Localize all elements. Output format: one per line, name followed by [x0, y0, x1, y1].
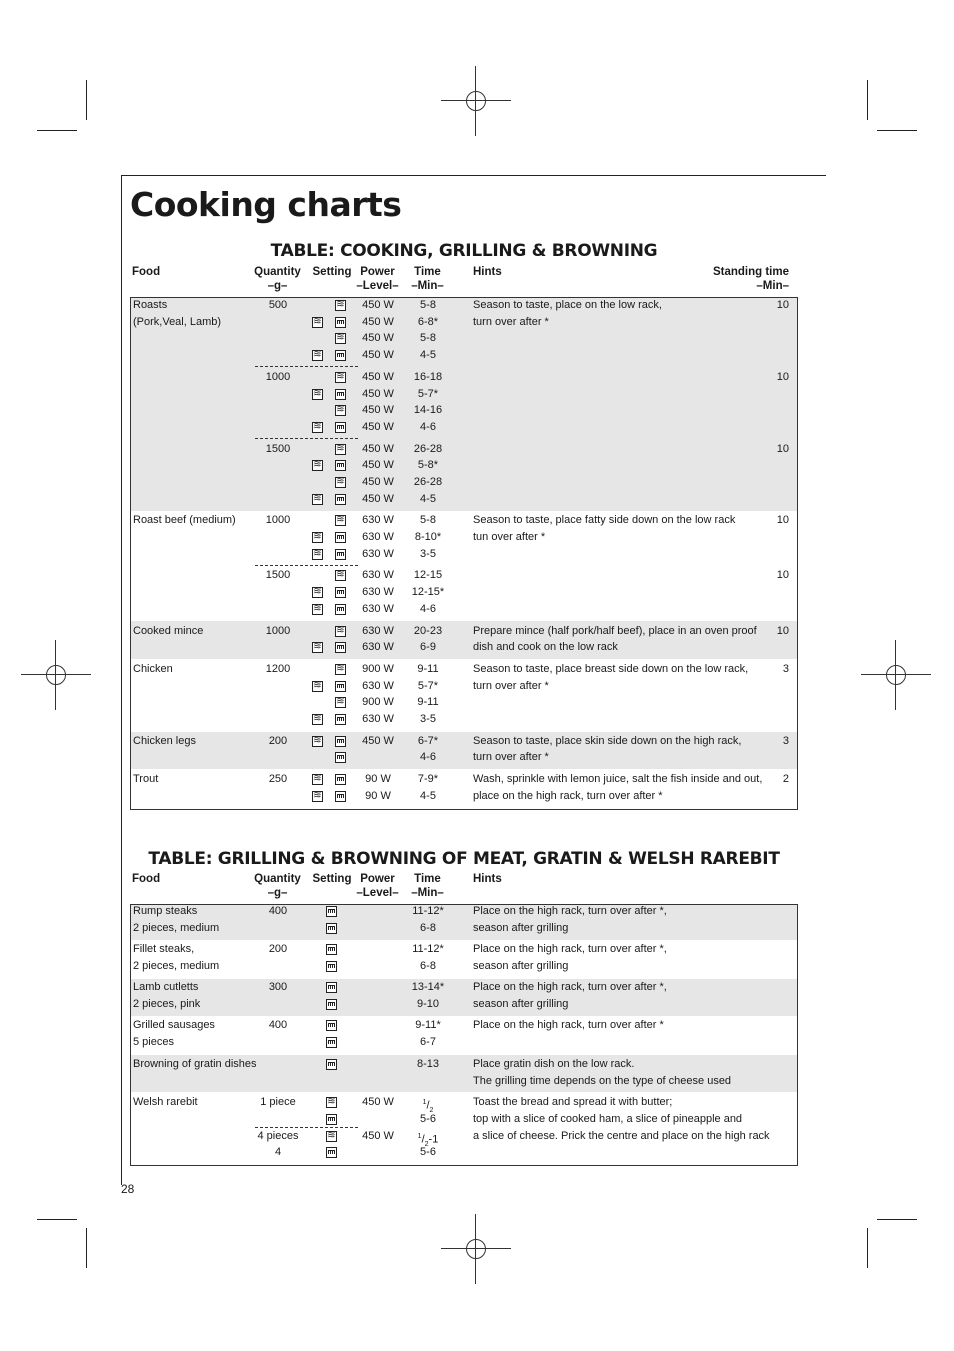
power-value: 90 W	[365, 790, 391, 802]
hint-text: place on the high rack, turn over after *	[473, 790, 663, 802]
table1-header-food: Food	[132, 266, 161, 278]
registration-mark-icon	[879, 658, 913, 692]
power-value: 450 W	[362, 421, 394, 433]
time-value: 8-10*	[414, 531, 442, 543]
table2-header-food: Food	[132, 873, 161, 885]
time-value: 4-6	[420, 751, 436, 763]
quantity-value: 400	[268, 1019, 288, 1031]
divider	[255, 366, 358, 367]
food-name: 2 pieces, medium	[133, 960, 220, 972]
time-value: 6-9	[420, 641, 436, 653]
registration-mark-icon	[459, 1232, 493, 1266]
time-value: 9-11*	[415, 1019, 441, 1031]
table2-body	[130, 904, 798, 1166]
page-title: Cooking charts	[130, 185, 402, 224]
table2-header-time-unit: –Min–	[411, 887, 444, 899]
microwave-icon	[335, 477, 346, 488]
grill-icon	[326, 999, 337, 1010]
time-value: 4-5	[420, 493, 436, 505]
time-value: 16-18	[413, 371, 443, 383]
time-value: 14-16	[413, 404, 443, 416]
microwave-icon	[335, 405, 346, 416]
grill-icon	[335, 752, 346, 763]
hint-text: The grilling time depends on the type of cheese used	[473, 1075, 732, 1087]
grill-icon	[326, 906, 337, 917]
time-value: 9-11	[417, 663, 439, 675]
table1-header-standing: Standing time	[712, 266, 789, 278]
food-name: Browning of gratin dishes	[133, 1058, 257, 1070]
grill-icon	[335, 389, 346, 400]
microwave-icon	[335, 664, 346, 675]
crop-mark	[86, 1228, 87, 1268]
food-name: (Pork,Veal, Lamb)	[133, 316, 222, 328]
microwave-icon	[312, 549, 323, 560]
time-value: 3-5	[420, 713, 436, 725]
microwave-icon	[312, 642, 323, 653]
time-value: 5-8*	[417, 459, 439, 471]
power-value: 450 W	[362, 349, 394, 361]
time-value: 7-9*	[417, 773, 439, 785]
registration-mark-icon	[39, 658, 73, 692]
microwave-icon	[326, 1097, 337, 1108]
hint-text: turn over after *	[473, 751, 549, 763]
hint-text: Place gratin dish on the low rack.	[473, 1058, 635, 1070]
registration-mark-icon	[459, 84, 493, 118]
time-value: $^1/_2-1$	[417, 1133, 439, 1148]
grill-icon	[326, 961, 337, 972]
power-value: 450 W	[362, 371, 394, 383]
grill-icon	[335, 587, 346, 598]
microwave-icon	[312, 604, 323, 615]
hint-text: dish and cook on the low rack	[473, 641, 618, 653]
food-name: Chicken	[133, 663, 173, 675]
grill-icon	[335, 549, 346, 560]
table1-header-power-unit: –Level–	[356, 280, 399, 292]
time-value: 8-13	[416, 1058, 440, 1070]
power-value: 450 W	[362, 299, 394, 311]
microwave-icon	[335, 626, 346, 637]
power-value: 630 W	[362, 569, 394, 581]
standing-time-value: 10	[776, 625, 789, 637]
time-value: 4-5	[420, 790, 436, 802]
table1-header-time: Time	[414, 266, 441, 278]
table2-title: TABLE: GRILLING & BROWNING OF MEAT, GRATIN & WELSH RAREBIT	[148, 849, 780, 869]
microwave-icon	[312, 350, 323, 361]
time-value: 6-7*	[417, 735, 439, 747]
food-name: Trout	[133, 773, 159, 785]
time-value: 12-15	[413, 569, 443, 581]
power-value: 630 W	[362, 548, 394, 560]
grill-icon	[326, 1020, 337, 1031]
power-value: 630 W	[362, 603, 394, 615]
grill-icon	[335, 791, 346, 802]
power-value: 630 W	[362, 531, 394, 543]
hint-text: Toast the bread and spread it with butter;	[473, 1096, 673, 1108]
food-name: Chicken legs	[133, 735, 196, 747]
divider	[255, 1127, 358, 1128]
row-band	[131, 298, 797, 511]
grill-icon	[326, 944, 337, 955]
microwave-icon	[312, 681, 323, 692]
quantity-value: 200	[268, 735, 288, 747]
quantity-value: 250	[268, 773, 288, 785]
microwave-icon	[312, 460, 323, 471]
hint-text: Prepare mince (half pork/half beef), place in an oven proof	[473, 625, 757, 637]
microwave-icon	[312, 774, 323, 785]
table1-header-quantity: Quantity	[254, 266, 301, 278]
quantity-value: 1000	[265, 371, 291, 383]
time-value: 6-8	[420, 922, 436, 934]
microwave-icon	[312, 791, 323, 802]
crop-mark	[877, 1219, 917, 1220]
time-value: $^1/_2$	[422, 1099, 434, 1114]
hint-text: season after grilling	[473, 922, 569, 934]
grill-icon	[335, 350, 346, 361]
hint-text: Place on the high rack, turn over after *,	[473, 905, 667, 917]
hint-text: Place on the high rack, turn over after *,	[473, 943, 667, 955]
hint-text: Season to taste, place breast side down on the low rack,	[473, 663, 749, 675]
table1-header-power: Power	[360, 266, 395, 278]
microwave-icon	[335, 570, 346, 581]
time-value: 6-8*	[417, 316, 439, 328]
microwave-icon	[312, 494, 323, 505]
hint-text: top with a slice of cooked ham, a slice of pineapple and	[473, 1113, 743, 1125]
time-value: 6-7	[420, 1036, 436, 1048]
grill-icon	[335, 422, 346, 433]
time-value: 4-6	[420, 603, 436, 615]
power-value: 450 W	[362, 1096, 394, 1108]
standing-time-value: 10	[776, 299, 789, 311]
food-name: Grilled sausages	[133, 1019, 215, 1031]
grill-icon	[326, 1114, 337, 1125]
microwave-icon	[312, 422, 323, 433]
power-value: 630 W	[362, 625, 394, 637]
table1-header-setting: Setting	[312, 266, 352, 278]
table2-header-time: Time	[414, 873, 441, 885]
food-name: 2 pieces, pink	[133, 998, 201, 1010]
time-value: 4-5	[420, 349, 436, 361]
grill-icon	[335, 714, 346, 725]
time-value: 11-12*	[412, 943, 444, 955]
microwave-icon	[312, 714, 323, 725]
row-band	[131, 979, 797, 1016]
quantity-value: 1 piece	[260, 1096, 296, 1108]
time-value: 13-14*	[411, 981, 445, 993]
grill-icon	[326, 1059, 337, 1070]
power-value: 450 W	[362, 443, 394, 455]
time-value: 3-5	[420, 548, 436, 560]
power-value: 900 W	[362, 663, 394, 675]
quantity-value: 4 pieces	[257, 1130, 299, 1142]
crop-mark	[867, 1228, 868, 1268]
microwave-icon	[335, 444, 346, 455]
time-value: 9-11	[417, 696, 439, 708]
microwave-icon	[335, 372, 346, 383]
standing-time-value: 10	[776, 443, 789, 455]
standing-time-value: 10	[776, 514, 789, 526]
grill-icon	[326, 1147, 337, 1158]
power-value: 450 W	[362, 459, 394, 471]
hint-text: Season to taste, place fatty side down on the low rack	[473, 514, 736, 526]
power-value: 450 W	[362, 388, 394, 400]
quantity-value: 400	[268, 905, 288, 917]
time-value: 20-23	[413, 625, 443, 637]
food-name: Lamb cutletts	[133, 981, 199, 993]
table1-header-hints: Hints	[473, 266, 502, 278]
power-value: 450 W	[362, 332, 394, 344]
microwave-icon	[335, 300, 346, 311]
microwave-icon	[335, 697, 346, 708]
grill-icon	[335, 532, 346, 543]
grill-icon	[335, 774, 346, 785]
grill-icon	[326, 1037, 337, 1048]
quantity-value: 300	[268, 981, 288, 993]
microwave-icon	[335, 333, 346, 344]
time-value: 6-8	[420, 960, 436, 972]
page-number: 28	[121, 1182, 135, 1196]
table1-header-quantity-unit: –g–	[267, 280, 288, 292]
microwave-icon	[312, 532, 323, 543]
grill-icon	[326, 982, 337, 993]
time-value: 5-8	[420, 514, 436, 526]
power-value: 450 W	[362, 1130, 394, 1142]
crop-mark	[867, 80, 868, 120]
table2-header-hints: Hints	[473, 873, 502, 885]
quantity-value: 1200	[265, 663, 291, 675]
microwave-icon	[312, 317, 323, 328]
microwave-icon	[335, 515, 346, 526]
standing-time-value: 10	[776, 371, 789, 383]
hint-text: Place on the high rack, turn over after *,	[473, 981, 667, 993]
hint-text: a slice of cheese. Prick the centre and place on the high rack	[473, 1130, 770, 1142]
time-value: 9-10	[416, 998, 440, 1010]
row-band	[131, 905, 797, 940]
quantity-value: 1500	[265, 569, 291, 581]
page-frame-top	[121, 175, 826, 176]
food-name: Fillet steaks,	[133, 943, 195, 955]
microwave-icon	[312, 587, 323, 598]
power-value: 630 W	[362, 586, 394, 598]
quantity-value: 500	[268, 299, 288, 311]
crop-mark	[877, 130, 917, 131]
quantity-value: 200	[268, 943, 288, 955]
time-value: 5-7*	[417, 680, 439, 692]
microwave-icon	[326, 1131, 337, 1142]
table2-header-quantity-unit: –g–	[267, 887, 288, 899]
food-name: Roasts	[133, 299, 168, 311]
hint-text: Place on the high rack, turn over after *	[473, 1019, 664, 1031]
time-value: 4-6	[420, 421, 436, 433]
hint-text: tun over after *	[473, 531, 546, 543]
food-name: Welsh rarebit	[133, 1096, 198, 1108]
power-value: 90 W	[365, 773, 391, 785]
hint-text: season after grilling	[473, 960, 569, 972]
grill-icon	[335, 604, 346, 615]
grill-icon	[326, 923, 337, 934]
time-value: 5-6	[420, 1146, 436, 1158]
microwave-icon	[312, 389, 323, 400]
page-frame-left	[121, 175, 122, 1185]
standing-time-value: 2	[782, 773, 789, 785]
hint-text: Wash, sprinkle with lemon juice, salt the fish inside and out,	[473, 773, 763, 785]
quantity-value: 1000	[265, 514, 291, 526]
time-value: 5-7*	[417, 388, 439, 400]
quantity-value: 4	[274, 1146, 282, 1158]
table1-title: TABLE: COOKING, GRILLING & BROWNING	[270, 241, 658, 261]
grill-icon	[335, 494, 346, 505]
time-value: 5-6	[420, 1113, 436, 1125]
standing-time-value: 3	[782, 663, 789, 675]
food-name: Roast beef (medium)	[133, 514, 236, 526]
time-value: 5-8	[420, 299, 436, 311]
power-value: 630 W	[362, 641, 394, 653]
food-name: 2 pieces, medium	[133, 922, 220, 934]
grill-icon	[335, 460, 346, 471]
crop-mark	[37, 1219, 77, 1220]
time-value: 11-12*	[412, 905, 444, 917]
power-value: 450 W	[362, 316, 394, 328]
food-name: Rump steaks	[133, 905, 198, 917]
power-value: 630 W	[362, 713, 394, 725]
divider	[255, 438, 358, 439]
time-value: 5-8	[420, 332, 436, 344]
time-value: 26-28	[413, 443, 443, 455]
power-value: 630 W	[362, 680, 394, 692]
quantity-value: 1500	[265, 443, 291, 455]
power-value: 900 W	[362, 696, 394, 708]
divider	[255, 565, 358, 566]
table1-header-standing-unit: –Min–	[756, 280, 789, 292]
table2-header-setting: Setting	[312, 873, 352, 885]
hint-text: Season to taste, place skin side down on the high rack,	[473, 735, 742, 747]
hint-text: turn over after *	[473, 680, 549, 692]
table2-header-quantity: Quantity	[254, 873, 301, 885]
crop-mark	[86, 80, 87, 120]
table2-header-power: Power	[360, 873, 395, 885]
hint-text: season after grilling	[473, 998, 569, 1010]
power-value: 450 W	[362, 735, 394, 747]
microwave-icon	[312, 736, 323, 747]
crop-mark	[37, 130, 77, 131]
grill-icon	[335, 681, 346, 692]
hint-text: turn over after *	[473, 316, 549, 328]
hint-text: Season to taste, place on the low rack,	[473, 299, 662, 311]
food-name: Cooked mince	[133, 625, 204, 637]
power-value: 450 W	[362, 493, 394, 505]
power-value: 450 W	[362, 404, 394, 416]
grill-icon	[335, 642, 346, 653]
grill-icon	[335, 736, 346, 747]
quantity-value: 1000	[265, 625, 291, 637]
grill-icon	[335, 317, 346, 328]
food-name: 5 pieces	[133, 1036, 174, 1048]
power-value: 630 W	[362, 514, 394, 526]
time-value: 12-15*	[411, 586, 445, 598]
standing-time-value: 10	[776, 569, 789, 581]
power-value: 450 W	[362, 476, 394, 488]
table1-header-time-unit: –Min–	[411, 280, 444, 292]
table2-header-power-unit: –Level–	[356, 887, 399, 899]
time-value: 26-28	[413, 476, 443, 488]
standing-time-value: 3	[782, 735, 789, 747]
